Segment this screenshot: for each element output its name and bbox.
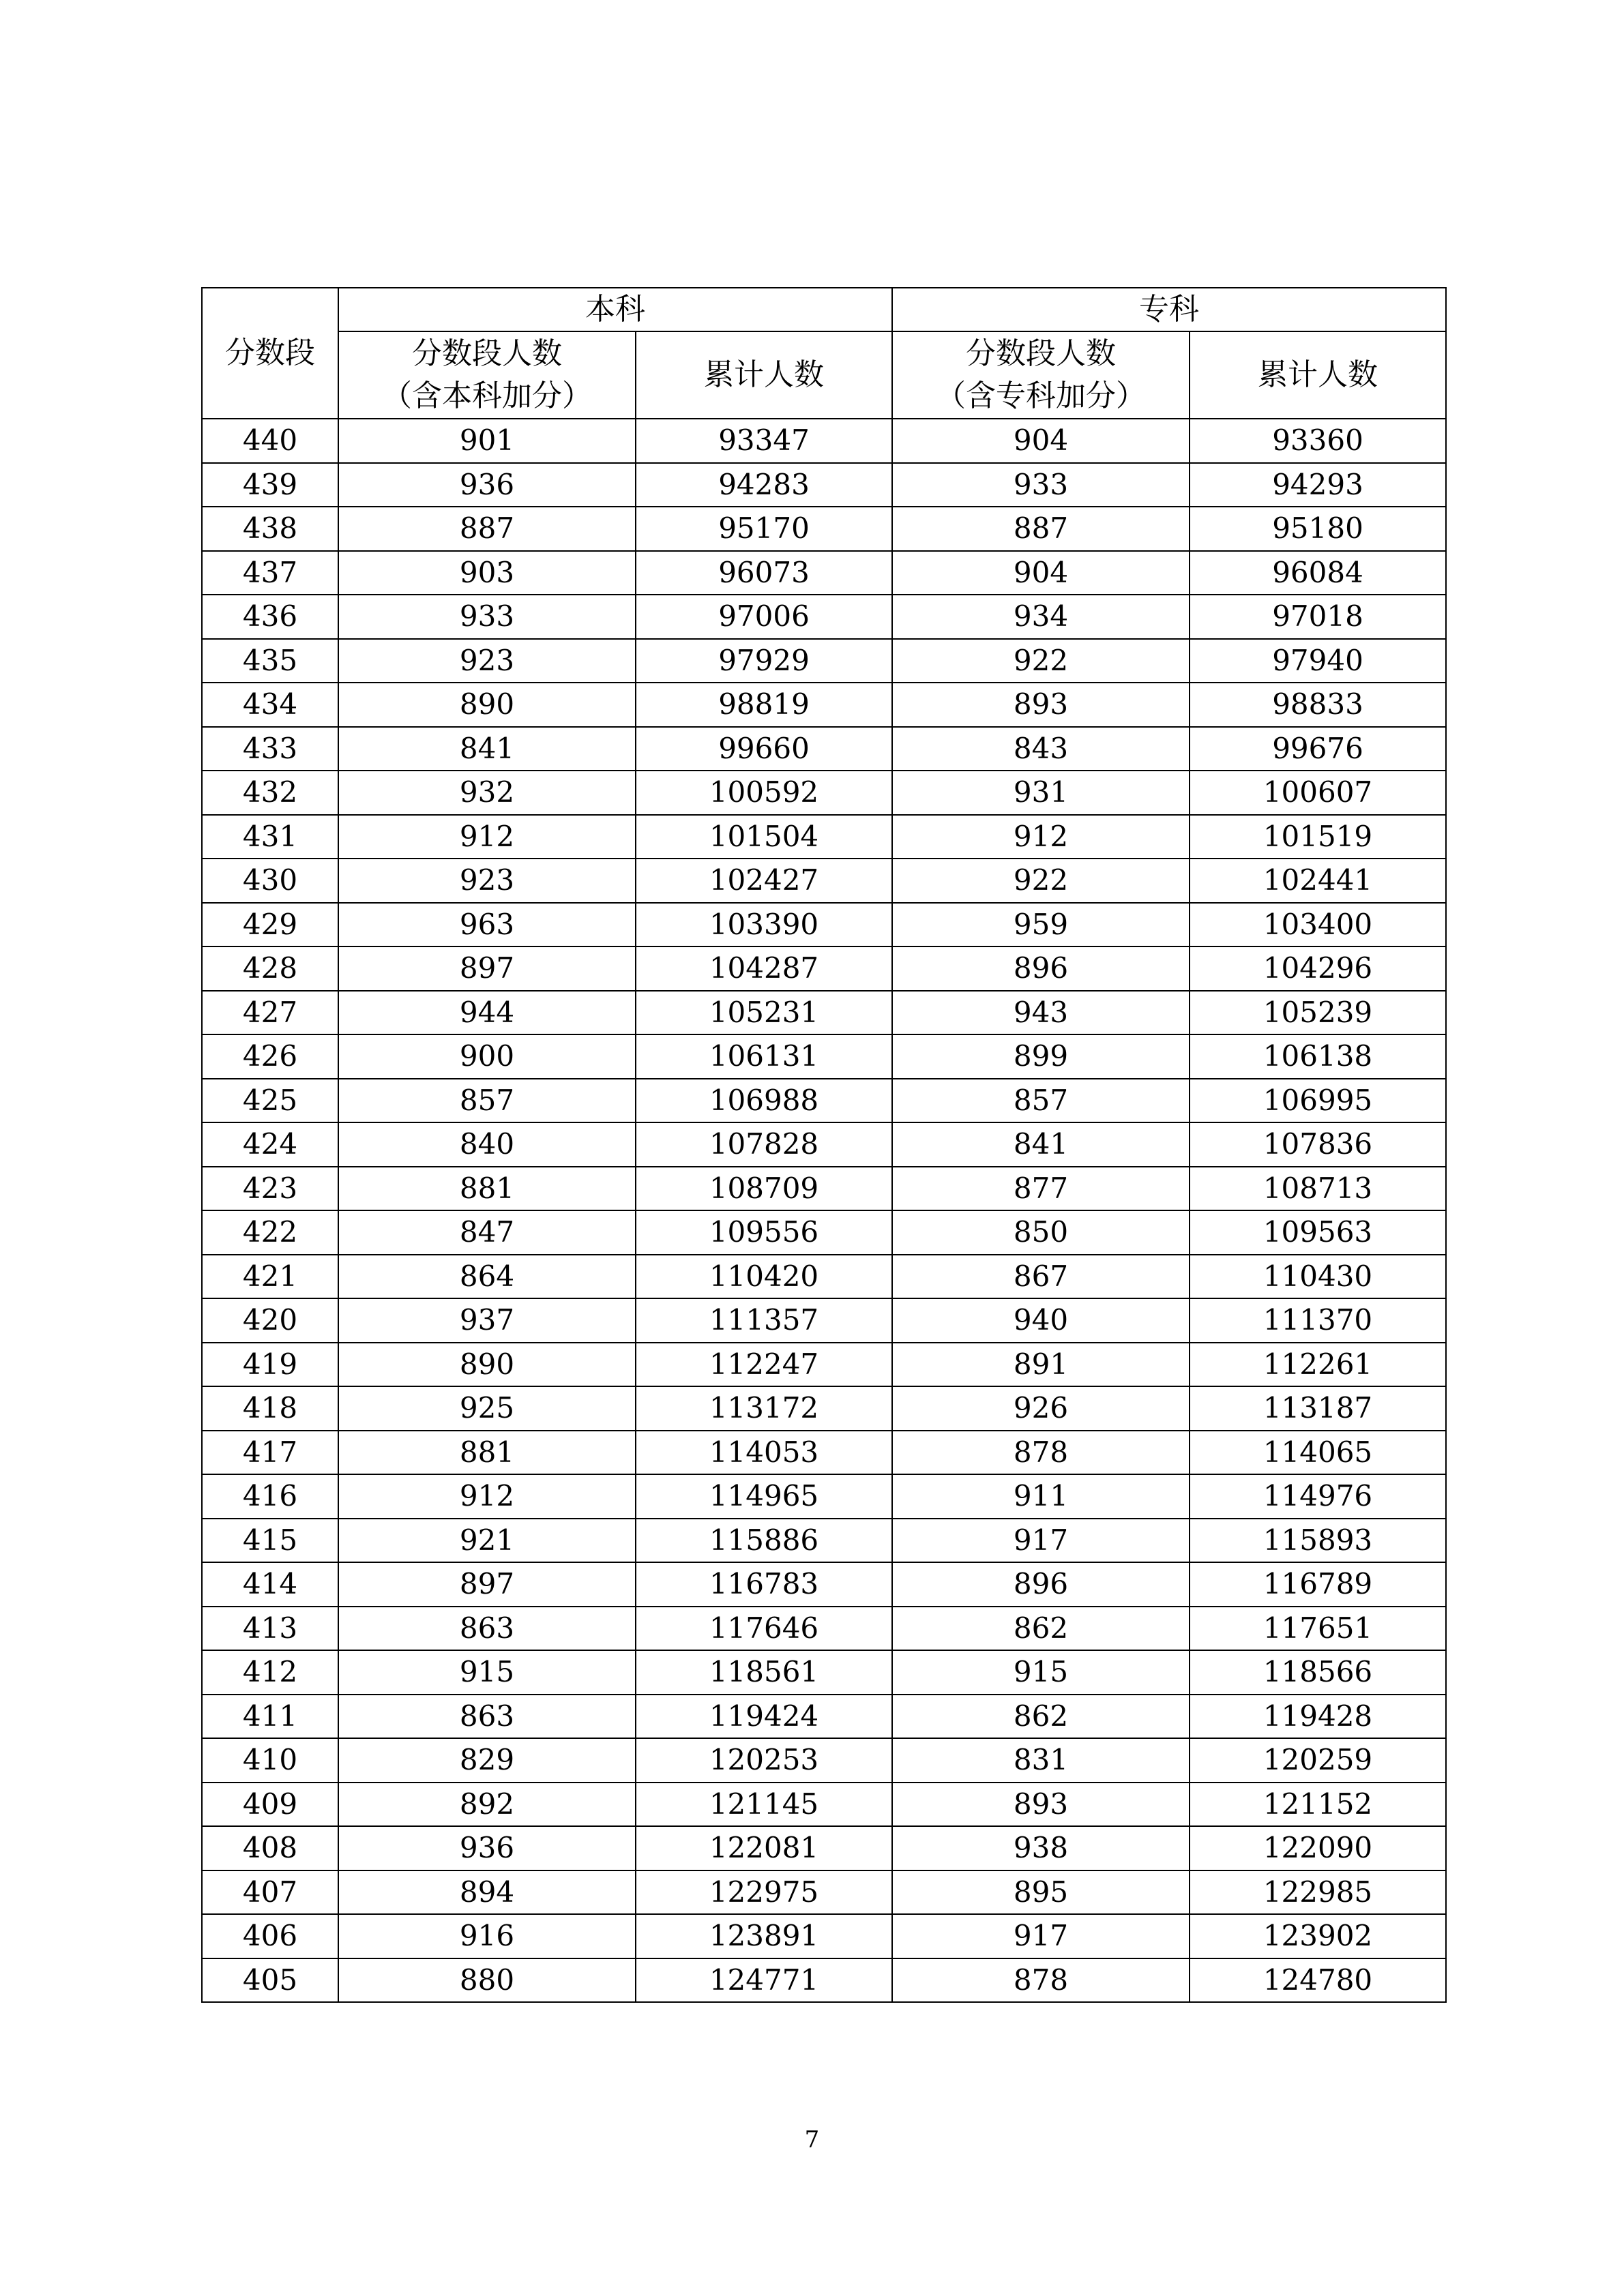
undergrad-count-cell: 921 [338,1519,636,1563]
vocational-count-cell: 933 [892,463,1190,507]
vocational-count-cell: 867 [892,1255,1190,1299]
vocational-cumulative-cell: 124780 [1190,1958,1446,2003]
score-cell: 438 [202,507,338,551]
vocational-cumulative-cell: 110430 [1190,1255,1446,1299]
score-cell: 420 [202,1298,338,1343]
table-row [202,595,1446,639]
vocational-cumulative-cell: 118566 [1190,1650,1446,1695]
undergrad-header: 本科 [338,288,892,331]
table-row [202,1870,1446,1915]
table-row [202,683,1446,727]
score-cell: 440 [202,419,338,463]
undergrad-cumulative-cell: 110420 [636,1255,892,1299]
table-row [202,1562,1446,1607]
vocational-cumulative-cell: 93360 [1190,419,1446,463]
undergrad-cumulative-cell: 98819 [636,683,892,727]
vocational-cumulative-cell: 108713 [1190,1167,1446,1211]
undergrad-count-header-line2: （含本科加分） [382,378,592,413]
vocational-count-cell: 943 [892,991,1190,1035]
score-table-body [202,419,1446,2002]
vocational-cumulative-cell: 121152 [1190,1783,1446,1827]
vocational-count-cell: 862 [892,1695,1190,1739]
undergrad-count-cell: 912 [338,815,636,859]
vocational-cumulative-cell: 96084 [1190,551,1446,595]
undergrad-count-cell: 890 [338,1343,636,1387]
table-row [202,727,1446,771]
vocational-count-cell: 895 [892,1870,1190,1915]
score-cell: 430 [202,859,338,903]
vocational-count-cell: 896 [892,946,1190,991]
table-row [202,419,1446,463]
undergrad-cumulative-header: 累计人数 [636,331,892,419]
undergrad-count-cell: 903 [338,551,636,595]
table-row [202,1695,1446,1739]
vocational-cumulative-cell: 106995 [1190,1079,1446,1123]
table-row [202,639,1446,683]
vocational-cumulative-cell: 95180 [1190,507,1446,551]
undergrad-count-header [338,331,636,419]
score-cell: 429 [202,903,338,947]
score-cell: 436 [202,595,338,639]
vocational-count-cell: 922 [892,639,1190,683]
vocational-cumulative-cell: 114976 [1190,1474,1446,1519]
undergrad-cumulative-cell: 119424 [636,1695,892,1739]
score-cell: 432 [202,771,338,815]
table-row [202,903,1446,947]
vocational-cumulative-cell: 103400 [1190,903,1446,947]
undergrad-cumulative-cell: 107828 [636,1122,892,1167]
undergrad-cumulative-cell: 103390 [636,903,892,947]
page-number: 7 [804,2126,820,2153]
score-cell: 435 [202,639,338,683]
vocational-count-cell: 917 [892,1914,1190,1958]
undergrad-cumulative-cell: 122081 [636,1826,892,1870]
undergrad-count-cell: 915 [338,1650,636,1695]
vocational-count-cell: 896 [892,1562,1190,1607]
undergrad-cumulative-cell: 109556 [636,1210,892,1255]
undergrad-count-cell: 933 [338,595,636,639]
vocational-cumulative-cell: 102441 [1190,859,1446,903]
vocational-cumulative-cell: 97018 [1190,595,1446,639]
score-cell: 411 [202,1695,338,1739]
undergrad-count-cell: 863 [338,1607,636,1651]
vocational-cumulative-cell: 101519 [1190,815,1446,859]
score-distribution-table [201,287,1447,2003]
vocational-count-cell: 831 [892,1738,1190,1783]
undergrad-cumulative-cell: 124771 [636,1958,892,2003]
undergrad-count-cell: 829 [338,1738,636,1783]
table-row [202,1210,1446,1255]
vocational-cumulative-cell: 97940 [1190,639,1446,683]
vocational-cumulative-cell: 117651 [1190,1607,1446,1651]
score-cell: 417 [202,1431,338,1475]
undergrad-cumulative-cell: 114053 [636,1431,892,1475]
table-row [202,1298,1446,1343]
undergrad-count-cell: 894 [338,1870,636,1915]
vocational-cumulative-cell: 99676 [1190,727,1446,771]
undergrad-cumulative-cell: 120253 [636,1738,892,1783]
table-row [202,1386,1446,1431]
table-row [202,1167,1446,1211]
score-cell: 410 [202,1738,338,1783]
vocational-count-cell: 878 [892,1431,1190,1475]
vocational-count-cell: 843 [892,727,1190,771]
score-segment-header: 分数段 [202,288,338,419]
undergrad-count-cell: 897 [338,946,636,991]
undergrad-count-cell: 963 [338,903,636,947]
undergrad-cumulative-cell: 121145 [636,1783,892,1827]
table-row [202,1079,1446,1123]
vocational-cumulative-cell: 105239 [1190,991,1446,1035]
table-row [202,1431,1446,1475]
vocational-cumulative-cell: 94293 [1190,463,1446,507]
vocational-count-cell: 922 [892,859,1190,903]
score-cell: 424 [202,1122,338,1167]
undergrad-cumulative-cell: 117646 [636,1607,892,1651]
table-row [202,1783,1446,1827]
score-cell: 419 [202,1343,338,1387]
vocational-cumulative-cell: 119428 [1190,1695,1446,1739]
undergrad-count-cell: 916 [338,1914,636,1958]
vocational-cumulative-cell: 113187 [1190,1386,1446,1431]
score-cell: 434 [202,683,338,727]
undergrad-count-cell: 847 [338,1210,636,1255]
table-row [202,1826,1446,1870]
score-cell: 426 [202,1034,338,1079]
undergrad-count-cell: 892 [338,1783,636,1827]
score-cell: 407 [202,1870,338,1915]
score-cell: 405 [202,1958,338,2003]
table-row [202,946,1446,991]
vocational-count-cell: 926 [892,1386,1190,1431]
vocational-count-cell: 893 [892,683,1190,727]
score-cell: 415 [202,1519,338,1563]
table-row [202,1343,1446,1387]
vocational-count-cell: 893 [892,1783,1190,1827]
undergrad-count-cell: 897 [338,1562,636,1607]
vocational-cumulative-header: 累计人数 [1190,331,1446,419]
undergrad-count-cell: 864 [338,1255,636,1299]
undergrad-count-cell: 932 [338,771,636,815]
vocational-count-cell: 938 [892,1826,1190,1870]
table-row [202,1034,1446,1079]
vocational-header: 专科 [892,288,1446,331]
table-row [202,991,1446,1035]
vocational-cumulative-cell: 122090 [1190,1826,1446,1870]
undergrad-cumulative-cell: 108709 [636,1167,892,1211]
undergrad-count-cell: 840 [338,1122,636,1167]
vocational-count-cell: 857 [892,1079,1190,1123]
vocational-cumulative-cell: 98833 [1190,683,1446,727]
undergrad-cumulative-cell: 102427 [636,859,892,903]
vocational-count-cell: 878 [892,1958,1190,2003]
undergrad-count-cell: 841 [338,727,636,771]
undergrad-count-cell: 900 [338,1034,636,1079]
table-row [202,1914,1446,1958]
vocational-count-cell: 899 [892,1034,1190,1079]
undergrad-cumulative-cell: 94283 [636,463,892,507]
vocational-count-cell: 917 [892,1519,1190,1563]
vocational-count-cell: 934 [892,595,1190,639]
table-row [202,859,1446,903]
vocational-cumulative-cell: 123902 [1190,1914,1446,1958]
vocational-cumulative-cell: 115893 [1190,1519,1446,1563]
vocational-cumulative-cell: 114065 [1190,1431,1446,1475]
undergrad-cumulative-cell: 123891 [636,1914,892,1958]
undergrad-count-cell: 863 [338,1695,636,1739]
table-row [202,507,1446,551]
vocational-count-cell: 887 [892,507,1190,551]
undergrad-count-cell: 944 [338,991,636,1035]
score-cell: 431 [202,815,338,859]
table-row [202,551,1446,595]
undergrad-cumulative-cell: 106131 [636,1034,892,1079]
vocational-cumulative-cell: 122985 [1190,1870,1446,1915]
vocational-count-cell: 877 [892,1167,1190,1211]
vocational-cumulative-cell: 112261 [1190,1343,1446,1387]
table-row [202,1607,1446,1651]
score-cell: 439 [202,463,338,507]
score-cell: 423 [202,1167,338,1211]
table-row [202,1519,1446,1563]
score-cell: 437 [202,551,338,595]
undergrad-cumulative-cell: 97929 [636,639,892,683]
vocational-count-header-line2: （含专科加分） [936,378,1146,413]
undergrad-count-cell: 925 [338,1386,636,1431]
table-row [202,1474,1446,1519]
undergrad-count-cell: 936 [338,463,636,507]
vocational-count-cell: 904 [892,551,1190,595]
undergrad-count-cell: 890 [338,683,636,727]
undergrad-cumulative-cell: 93347 [636,419,892,463]
undergrad-cumulative-cell: 113172 [636,1386,892,1431]
table-row [202,1958,1446,2003]
table-row [202,1738,1446,1783]
undergrad-count-cell: 936 [338,1826,636,1870]
undergrad-cumulative-cell: 106988 [636,1079,892,1123]
undergrad-cumulative-cell: 96073 [636,551,892,595]
vocational-cumulative-cell: 100607 [1190,771,1446,815]
vocational-cumulative-cell: 106138 [1190,1034,1446,1079]
score-cell: 409 [202,1783,338,1827]
undergrad-count-header-line1: 分数段人数 [412,336,562,371]
undergrad-cumulative-cell: 104287 [636,946,892,991]
undergrad-cumulative-cell: 116783 [636,1562,892,1607]
vocational-count-cell: 940 [892,1298,1190,1343]
undergrad-cumulative-cell: 97006 [636,595,892,639]
score-cell: 421 [202,1255,338,1299]
undergrad-count-cell: 880 [338,1958,636,2003]
undergrad-cumulative-cell: 111357 [636,1298,892,1343]
vocational-count-cell: 891 [892,1343,1190,1387]
score-cell: 414 [202,1562,338,1607]
vocational-count-cell: 841 [892,1122,1190,1167]
undergrad-count-cell: 923 [338,859,636,903]
vocational-cumulative-cell: 111370 [1190,1298,1446,1343]
undergrad-count-cell: 901 [338,419,636,463]
vocational-count-cell: 912 [892,815,1190,859]
table-row [202,463,1446,507]
score-cell: 412 [202,1650,338,1695]
score-cell: 416 [202,1474,338,1519]
undergrad-cumulative-cell: 105231 [636,991,892,1035]
vocational-count-cell: 931 [892,771,1190,815]
score-cell: 425 [202,1079,338,1123]
score-cell: 408 [202,1826,338,1870]
undergrad-count-cell: 923 [338,639,636,683]
score-cell: 433 [202,727,338,771]
undergrad-cumulative-cell: 99660 [636,727,892,771]
score-cell: 418 [202,1386,338,1431]
score-cell: 428 [202,946,338,991]
vocational-count-header [892,331,1190,419]
vocational-cumulative-cell: 109563 [1190,1210,1446,1255]
undergrad-cumulative-cell: 101504 [636,815,892,859]
score-cell: 406 [202,1914,338,1958]
undergrad-cumulative-cell: 100592 [636,771,892,815]
undergrad-cumulative-cell: 114965 [636,1474,892,1519]
vocational-cumulative-cell: 120259 [1190,1738,1446,1783]
vocational-count-cell: 911 [892,1474,1190,1519]
vocational-count-cell: 959 [892,903,1190,947]
vocational-cumulative-cell: 104296 [1190,946,1446,991]
table-row [202,1122,1446,1167]
undergrad-count-cell: 887 [338,507,636,551]
vocational-count-cell: 915 [892,1650,1190,1695]
vocational-count-cell: 862 [892,1607,1190,1651]
table-row [202,1650,1446,1695]
vocational-count-header-line1: 分数段人数 [966,336,1116,371]
undergrad-cumulative-cell: 115886 [636,1519,892,1563]
undergrad-count-cell: 857 [338,1079,636,1123]
undergrad-count-cell: 881 [338,1167,636,1211]
table-row [202,1255,1446,1299]
undergrad-count-cell: 937 [338,1298,636,1343]
undergrad-cumulative-cell: 118561 [636,1650,892,1695]
undergrad-count-cell: 881 [338,1431,636,1475]
vocational-count-cell: 904 [892,419,1190,463]
score-cell: 427 [202,991,338,1035]
undergrad-cumulative-cell: 122975 [636,1870,892,1915]
score-cell: 413 [202,1607,338,1651]
vocational-cumulative-cell: 116789 [1190,1562,1446,1607]
undergrad-cumulative-cell: 112247 [636,1343,892,1387]
vocational-count-cell: 850 [892,1210,1190,1255]
undergrad-cumulative-cell: 95170 [636,507,892,551]
undergrad-count-cell: 912 [338,1474,636,1519]
table-row [202,815,1446,859]
table-row [202,771,1446,815]
vocational-cumulative-cell: 107836 [1190,1122,1446,1167]
score-cell: 422 [202,1210,338,1255]
